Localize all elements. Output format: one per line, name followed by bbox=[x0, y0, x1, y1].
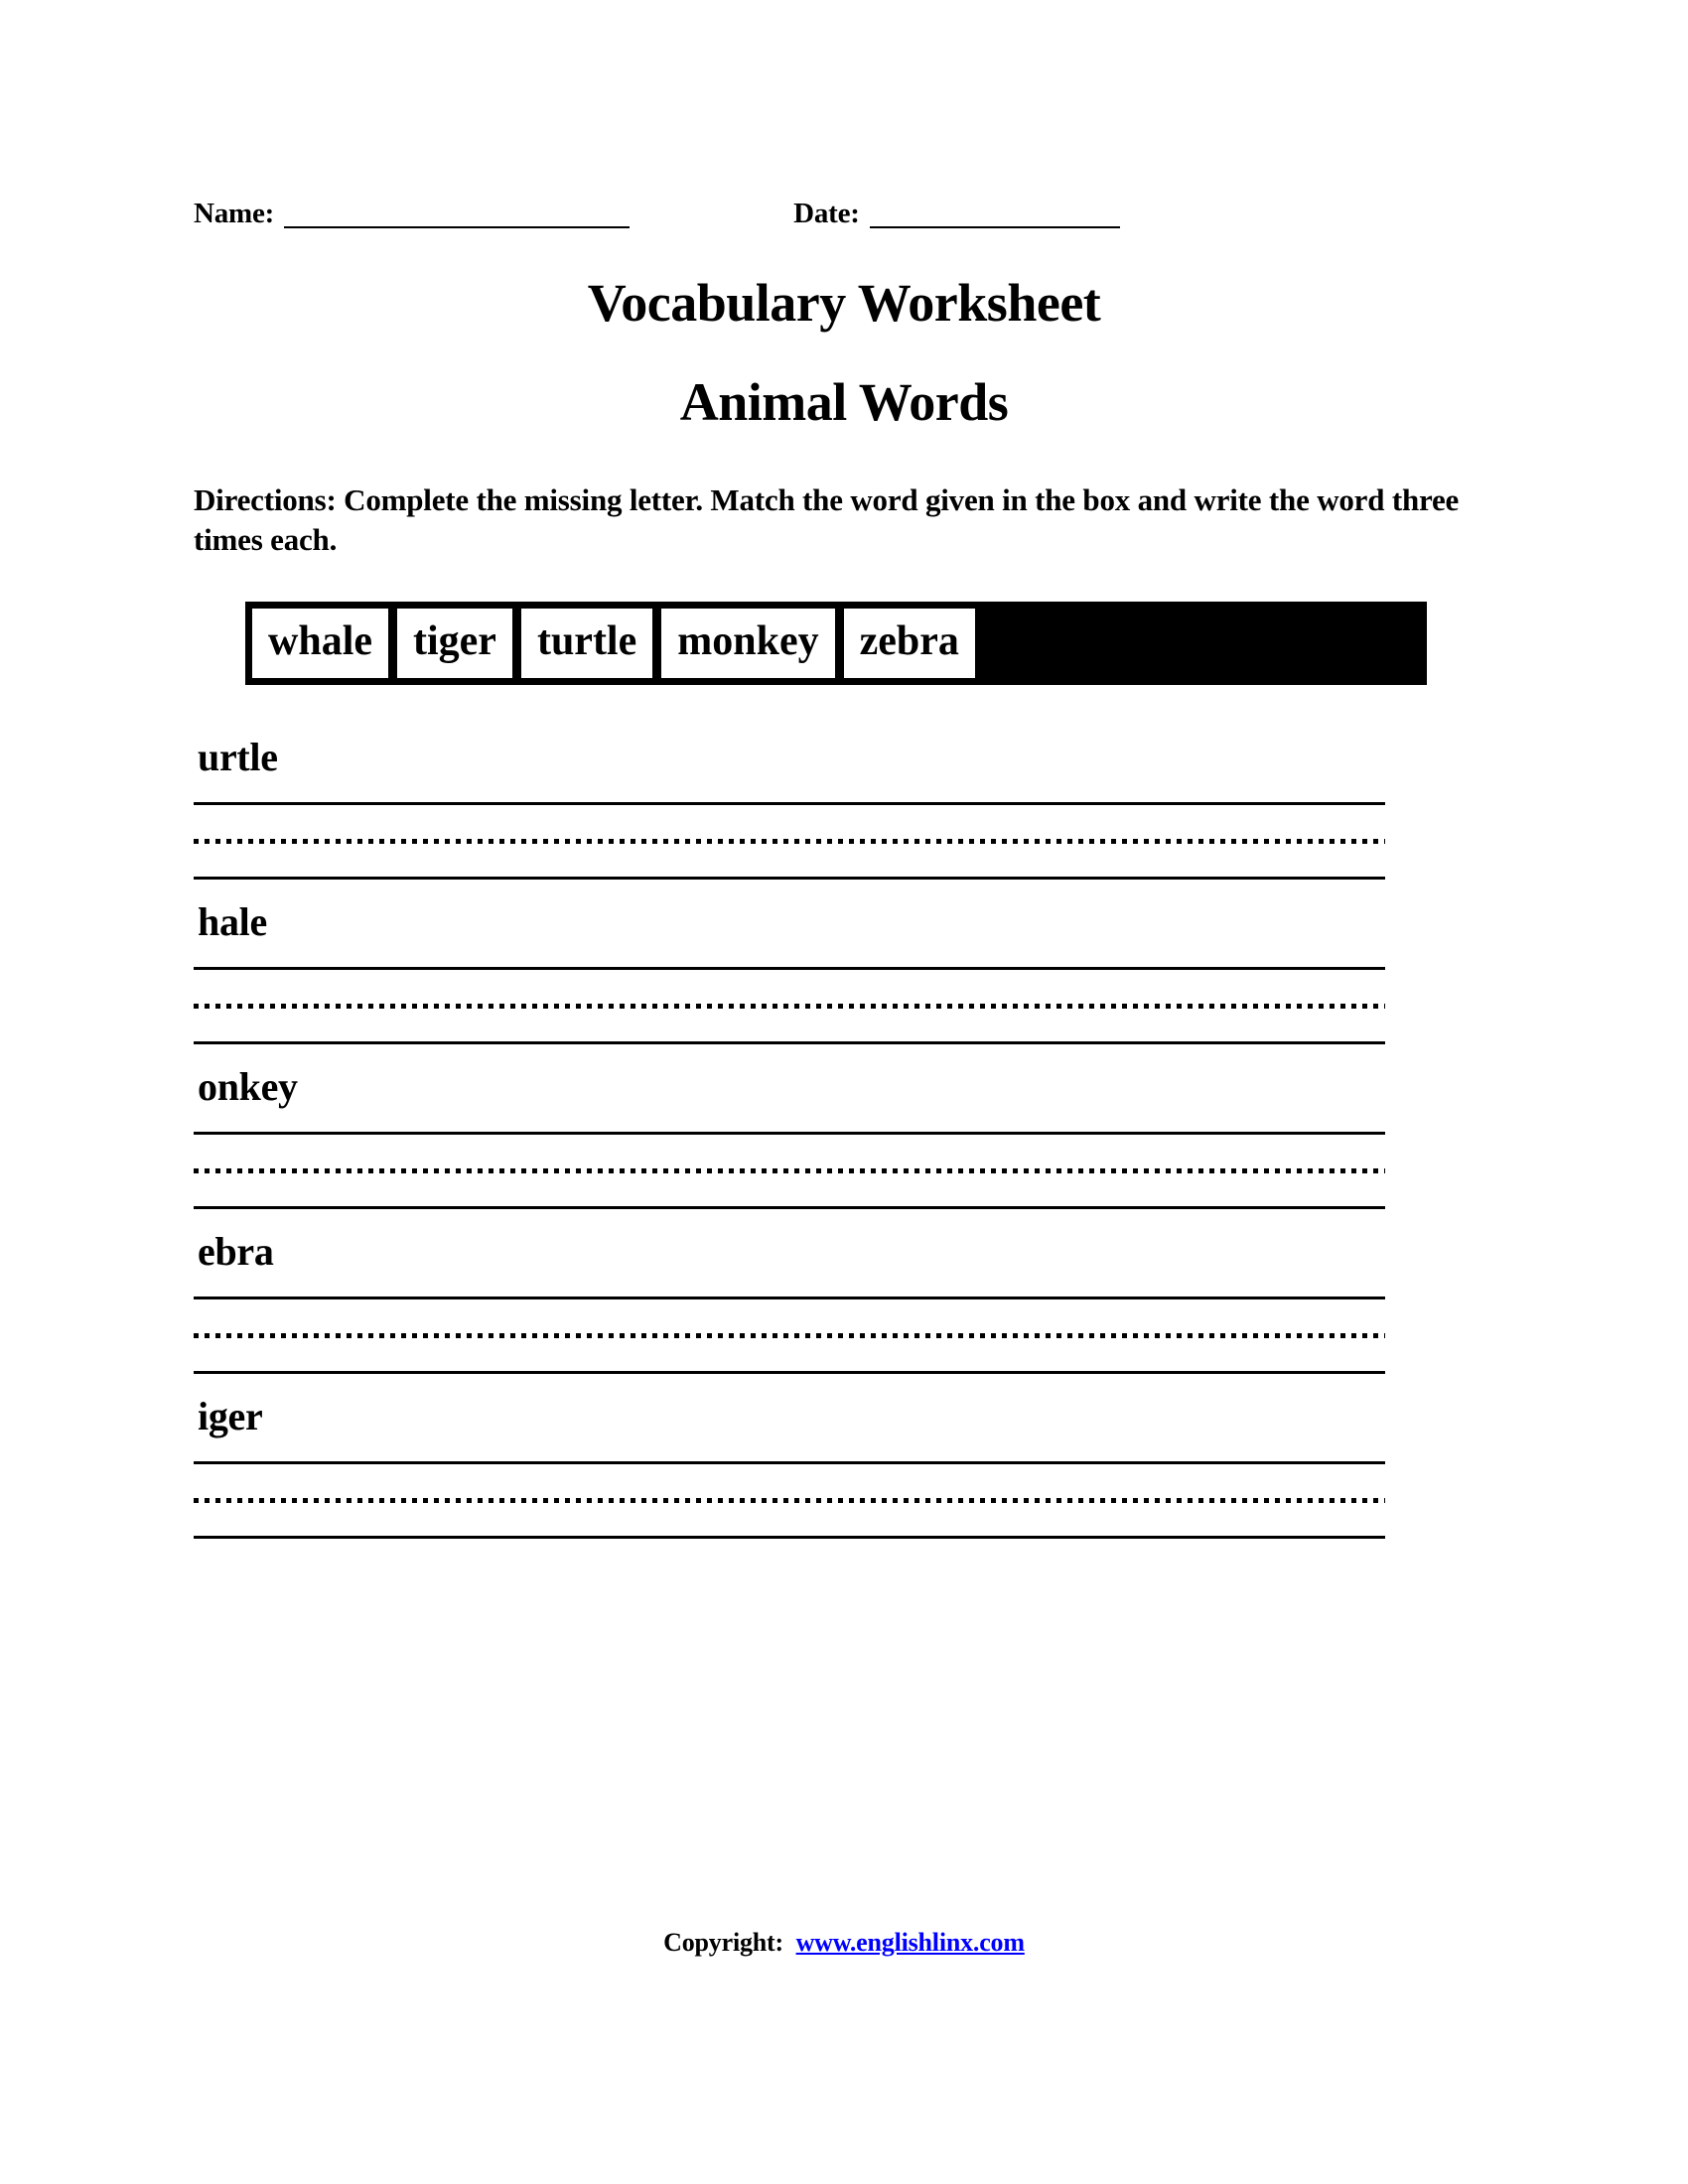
name-date-row bbox=[194, 0, 1494, 228]
exercise-item bbox=[194, 897, 1494, 1044]
writing-line-dotted[interactable] bbox=[194, 1168, 1385, 1173]
writing-line-solid[interactable] bbox=[194, 1041, 1385, 1044]
word-bank-item: tiger bbox=[397, 609, 512, 678]
writing-line-solid[interactable] bbox=[194, 1206, 1385, 1209]
exercise-list bbox=[194, 733, 1494, 1539]
writing-line-solid[interactable] bbox=[194, 967, 1385, 970]
exercise-prompt-word: urtle bbox=[198, 735, 278, 779]
exercise-item bbox=[194, 1062, 1494, 1209]
writing-line-dotted[interactable] bbox=[194, 1498, 1385, 1503]
exercise-item bbox=[194, 733, 1494, 880]
word-bank-item: turtle bbox=[521, 609, 652, 678]
exercise-item bbox=[194, 1227, 1494, 1374]
writing-line-solid[interactable] bbox=[194, 877, 1385, 880]
word-bank-item: zebra bbox=[844, 609, 975, 678]
writing-line-solid[interactable] bbox=[194, 1536, 1385, 1539]
worksheet-title: Vocabulary Worksheet bbox=[587, 273, 1101, 333]
exercise-item bbox=[194, 1392, 1494, 1539]
exercise-prompt-word: iger bbox=[198, 1394, 263, 1438]
directions-text: Directions: Complete the missing letter. Match the word given in the box and write the word three times each. bbox=[194, 482, 1460, 557]
exercise-prompt-word: ebra bbox=[198, 1229, 274, 1274]
footer bbox=[0, 1928, 1688, 1958]
word-bank-item: whale bbox=[252, 609, 388, 678]
writing-line-dotted[interactable] bbox=[194, 1004, 1385, 1009]
writing-line-dotted[interactable] bbox=[194, 839, 1385, 844]
worksheet-subtitle: Animal Words bbox=[679, 372, 1009, 432]
copyright-label: Copyright: bbox=[663, 1928, 783, 1957]
writing-line-solid[interactable] bbox=[194, 1371, 1385, 1374]
word-bank-wrapper bbox=[194, 602, 1494, 685]
exercise-prompt-word: onkey bbox=[198, 1064, 298, 1109]
writing-line-solid[interactable] bbox=[194, 1461, 1385, 1464]
exercise-prompt-word: hale bbox=[198, 899, 267, 944]
englishlinx-link[interactable]: www.englishlinx.com bbox=[795, 1928, 1025, 1957]
writing-line-solid[interactable] bbox=[194, 1297, 1385, 1299]
word-bank bbox=[245, 602, 1427, 685]
date-label: Date: bbox=[793, 198, 860, 229]
date-input-line[interactable] bbox=[870, 201, 1120, 228]
writing-line-dotted[interactable] bbox=[194, 1333, 1385, 1338]
writing-line-solid[interactable] bbox=[194, 1132, 1385, 1135]
name-label: Name: bbox=[194, 198, 275, 229]
writing-line-solid[interactable] bbox=[194, 802, 1385, 805]
word-bank-item: monkey bbox=[661, 609, 834, 678]
name-input-line[interactable] bbox=[284, 201, 630, 228]
